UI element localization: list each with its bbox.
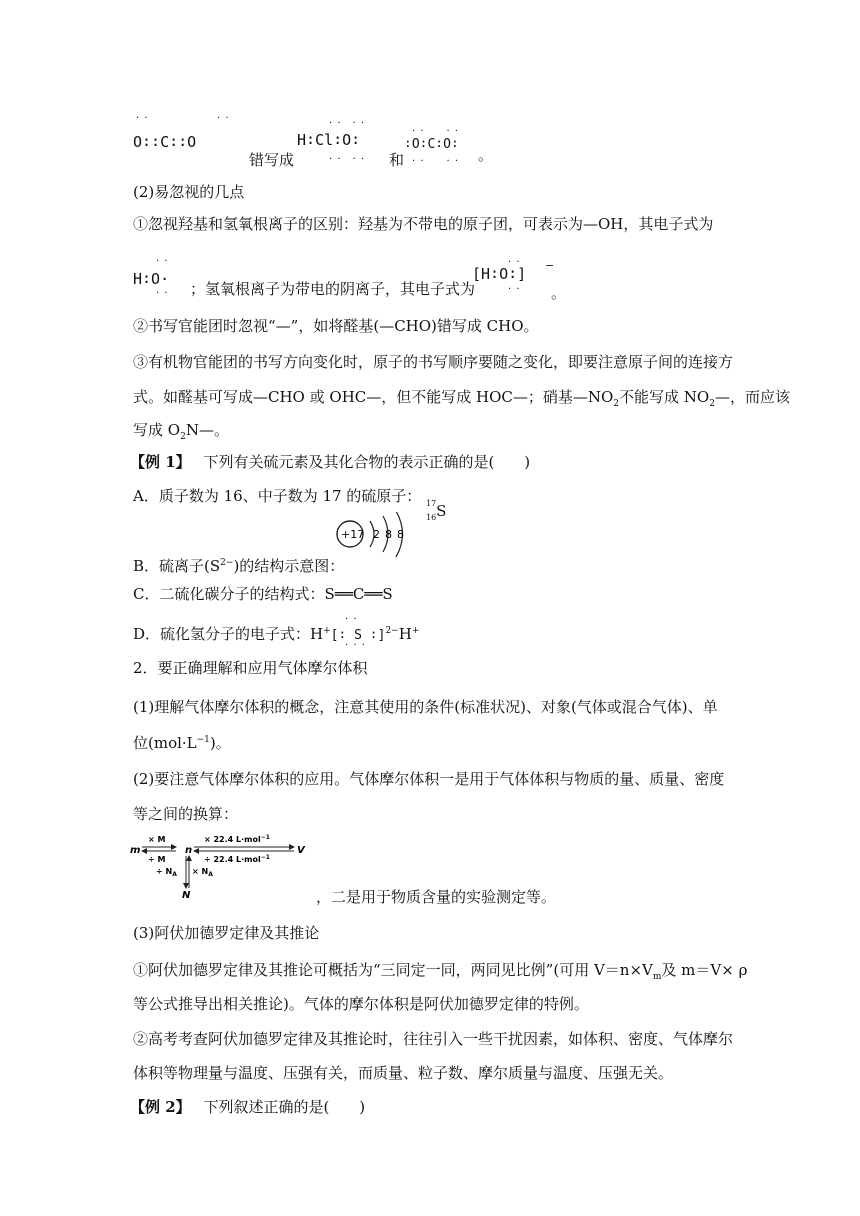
svg-text:× M: × M [148,835,166,844]
paragraph-direction-line3: 写成 $O_2N—$。 [133,421,229,442]
svg-text:V: V [297,845,305,856]
shell-3: 8 [397,528,404,541]
avogadro-paragraph-1-line2: 等公式推导出相关推论)。气体的摩尔体积是阿伏加德罗定律的特例。 [133,995,589,1013]
example-1 [130,452,530,472]
option-d: D．硫化氢分子的电子式：H+[∶ S ∶]$^{2-}$H+ [133,625,420,643]
section-heading-gas-molar-volume: 2．要正确理解和应用气体摩尔体积 [133,659,368,677]
example-2-question: 下列叙述正确的是( ) [203,1098,366,1116]
and-label: 和 [389,151,405,169]
section-heading-easily-ignored: (2)易忽视的几点 [133,183,245,201]
avogadro-paragraph-1-line1: ①阿伏加德罗定律及其推论可概括为“三同定一同，两同见比例”(可用 $V=n\times V_m$及 m＝V× ρ [133,961,748,982]
svg-text:× 22.4 L·mol−1: × 22.4 L·mol$^{-1}$ [204,834,270,844]
svg-text:N: N [182,890,191,900]
gas-paragraph-2-tail: ，二是用于物质含量的实验测定等。 [316,888,557,906]
shell-2: 8 [385,528,392,541]
svg-text:÷ 22.4 L·mol−1: ÷ 22.4 L·mol$^{-1}$ [204,854,270,864]
example-1-question: 下列有关硫元素及其化合物的表示正确的是( ) [203,453,531,471]
svg-text:÷ NA: ÷ $N_A$ [156,867,177,878]
example-1-tag: 【例 1】 [130,453,191,471]
paragraph-direction-line1: ③有机物官能团的书写方向变化时，原子的书写顺序要随之变化，即要注意原子间的连接方 [133,353,734,371]
section-heading-avogadro: (3)阿伏加德罗定律及其推论 [133,924,320,942]
shell-1: 2 [373,528,380,541]
hydroxide-text: ；氢氧根离子为带电的阴离子，其电子式为 [190,280,476,298]
option-c: C．二硫化碳分子的结构式：S══C══S [133,585,393,603]
co2-correct-formula: O∶∶C∶∶O [133,133,197,151]
gas-paragraph-1-line2: 位$(mol\cdot L^{-1})$。 [133,734,231,752]
gas-paragraph-2-line1: (2)要注意气体摩尔体积的应用。气体摩尔体积一是用于气体体积与物质的量、质量、密度 [133,770,725,788]
gas-paragraph-1-line1: (1)理解气体摩尔体积的概念，注意其使用的条件(标准状况)、对象(气体或混合气体)、单 [133,698,718,716]
svg-text:÷ M: ÷ M [148,855,166,864]
example-2 [130,1097,365,1117]
svg-text:× NA: × $N_A$ [192,867,213,878]
option-b: B．硫离子$(S^{2-})$的结构示意图： [133,557,345,575]
option-a: A．质子数为 16、中子数为 17 的硫原子： 17 16 S [133,487,447,522]
paragraph-direction-line2: 式。如醛基可写成—CHO 或 OHC—，但不能写成 HOC—；硝基$—NO_2$不能写成 $NO_2—$，而应该 [133,388,790,409]
wrongly-written-label: 错写成 [249,151,295,169]
nucleus-charge: +17 [341,528,365,541]
avogadro-paragraph-2-line1: ②高考考查阿伏加德罗定律及其推论时，往往引入一些干扰因素，如体积、密度、气体摩尔 [133,1030,734,1048]
avogadro-paragraph-2-line2: 体积等物理量与温度、压强有关，而质量、粒子数、摩尔质量与温度、压强无关。 [133,1064,674,1082]
sulfide-bracket: [∶ S ∶] [330,628,386,643]
example-2-tag: 【例 2】 [130,1098,191,1116]
paragraph-functional-group-dash: ②书写官能团时忽视“—”，如将醛基(—CHO)错写成 CHO。 [133,317,539,335]
svg-text:n: n [185,845,193,856]
gas-paragraph-2-line2: 等之间的换算： [133,805,239,823]
paragraph-hydroxyl: ①忽视羟基和氢氧根离子的区别：羟基为不带电的原子团，可表示为—OH，其电子式为 [133,215,714,233]
svg-text:m: m [130,845,141,856]
conversion-scheme [130,832,315,900]
